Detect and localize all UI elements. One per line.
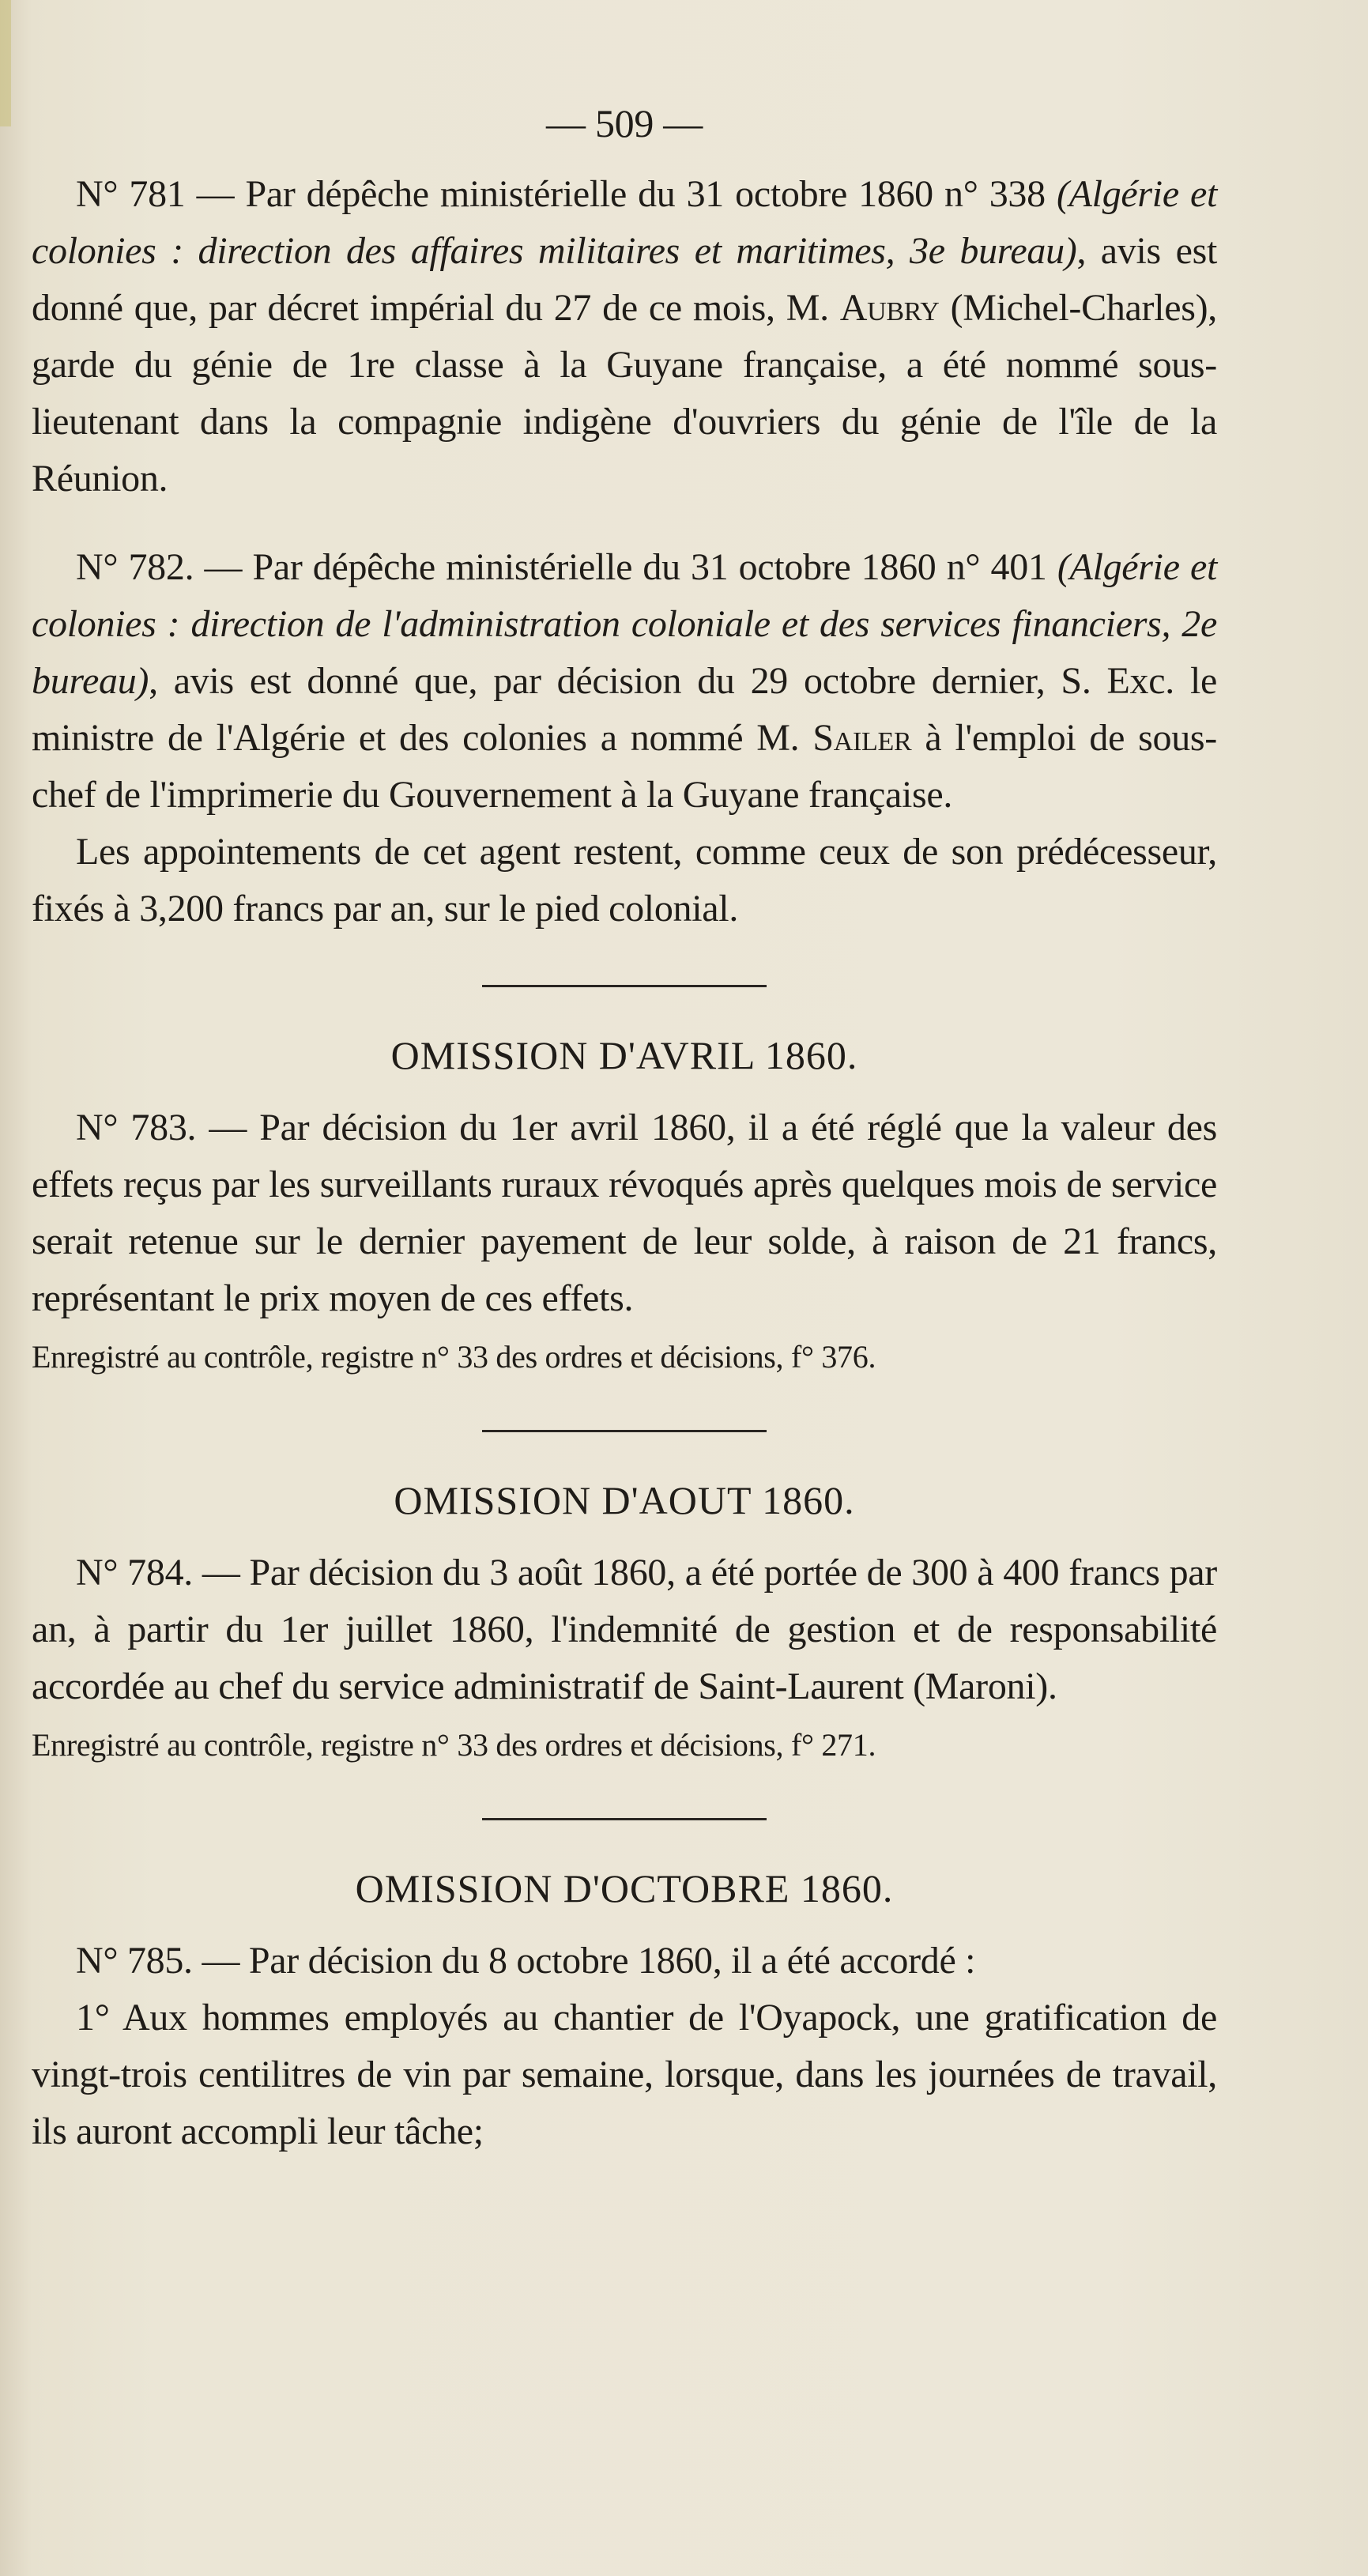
entry-number: N° 783. bbox=[76, 1107, 197, 1148]
entry-department: (Algérie et colonies : direction des affaires militaires et maritimes, 3e bureau) bbox=[32, 173, 1218, 272]
edge-stain bbox=[0, 0, 11, 126]
entry-785 bbox=[32, 1933, 1217, 2160]
entry-text: — Par décision du 8 octobre 1860, il a été accordé : bbox=[192, 1940, 976, 1982]
entry-name: Aubry bbox=[839, 287, 940, 329]
entry-text: , avis est donné que, par décret impérial du 27 de ce mois, M. bbox=[32, 230, 1217, 329]
page-number: — 509 — bbox=[546, 101, 703, 145]
entry-paragraph: Les appointements de cet agent restent, comme ceux de son prédécesseur, fixés à 3,200 francs par an, sur le pied colonial. bbox=[32, 831, 1217, 930]
entry-781 bbox=[32, 166, 1217, 507]
entry-text: à l'emploi de sous-chef de l'imprimerie du Gouvernement à la Guyane française. bbox=[32, 717, 1217, 816]
section-divider bbox=[482, 1430, 767, 1432]
entry-name: Sailer bbox=[812, 717, 912, 759]
entry-784 bbox=[32, 1544, 1217, 1771]
entry-text: (Michel-Charles), garde du génie de 1re classe à la Guyane française, a été nommé sous-lieutenant dans la compagnie indigène d'ouvriers du génie de l'île de la Réunion. bbox=[32, 287, 1218, 500]
entry-782 bbox=[32, 539, 1217, 937]
section-divider bbox=[482, 1818, 767, 1820]
entry-lead: — Par dépêche ministérielle du 31 octobre 1860 n° 401 bbox=[194, 546, 1057, 588]
entry-number: N° 782. bbox=[76, 546, 194, 588]
document-body bbox=[32, 95, 1217, 2192]
entry-number: N° 785. bbox=[76, 1940, 193, 1982]
entry-text: — Par décision du 1er avril 1860, il a été réglé que la valeur des effets reçus par les surveillants ruraux révoqués après quelques mois de service serait retenue sur le dernier payement de leur solde, à raison de 21 francs, représentant le prix moyen de ces effets. bbox=[32, 1107, 1217, 1319]
entry-783 bbox=[32, 1099, 1217, 1382]
entry-lead: — Par dépêche ministérielle du 31 octobre 1860 n° 338 bbox=[185, 173, 1057, 215]
entry-number: N° 784. bbox=[76, 1552, 193, 1593]
register-note: Enregistré au contrôle, registre n° 33 des ordres et décisions, f° 376. bbox=[32, 1339, 876, 1375]
section-heading: OMISSION D'OCTOBRE 1860. bbox=[355, 1866, 894, 1910]
register-note: Enregistré au contrôle, registre n° 33 des ordres et décisions, f° 271. bbox=[32, 1727, 876, 1763]
entry-item: 1° Aux hommes employés au chantier de l'Oyapock, une gratification de vingt-trois centilitres de vin par semaine, lorsque, dans les journées de travail, ils auront accompli leur tâche; bbox=[32, 1997, 1217, 2152]
entry-text: , avis est donné que, par décision du 29 octobre dernier, S. Exc. le ministre de l'Algérie et des colonies a nommé M. bbox=[32, 660, 1217, 759]
section-heading: OMISSION D'AOUT 1860. bbox=[394, 1478, 855, 1522]
entry-department: (Algérie et colonies : direction de l'administration coloniale et des services financiers, 2e bureau) bbox=[32, 546, 1217, 702]
entry-text: — Par décision du 3 août 1860, a été portée de 300 à 400 francs par an, à partir du 1er juillet 1860, l'indemnité de gestion et de responsabilité accordée au chef du service administratif de Saint-Laurent (Maroni). bbox=[32, 1552, 1217, 1707]
section-divider bbox=[482, 985, 767, 987]
entry-number: N° 781 bbox=[76, 173, 186, 215]
section-heading: OMISSION D'AVRIL 1860. bbox=[390, 1033, 858, 1077]
